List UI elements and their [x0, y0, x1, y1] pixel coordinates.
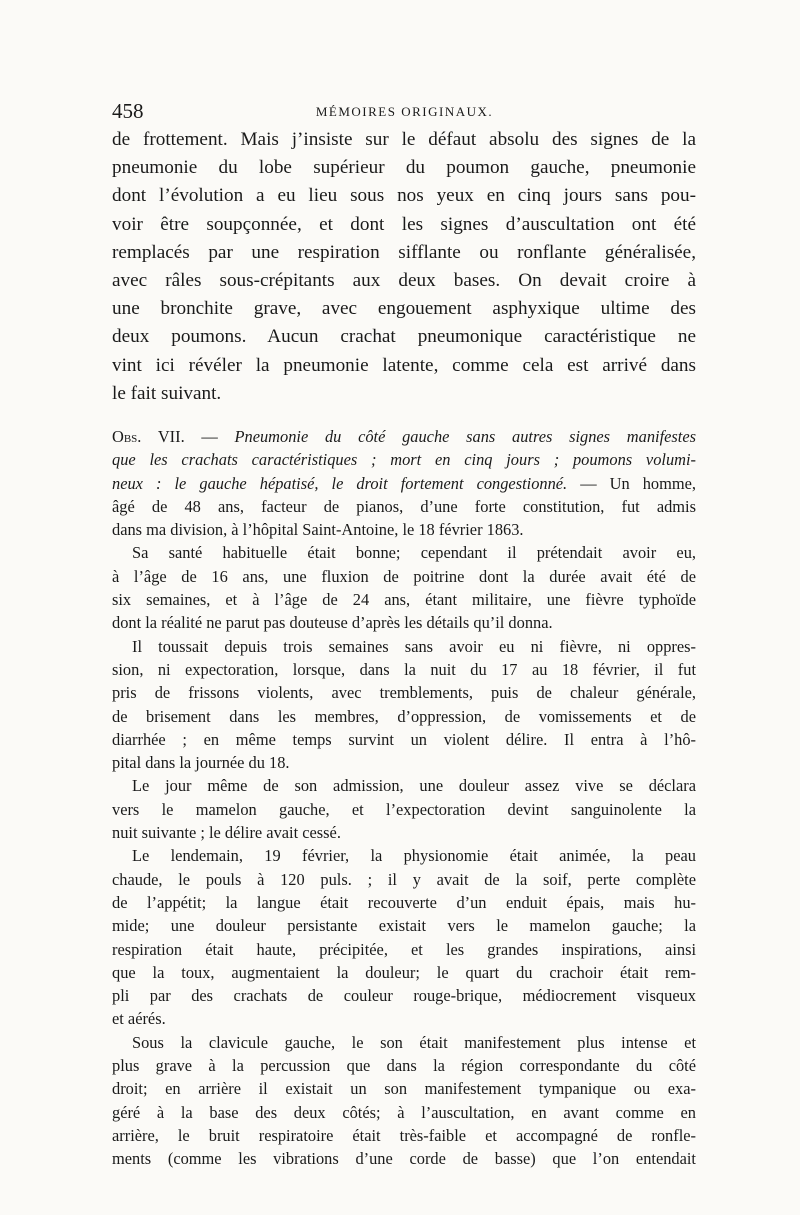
observation-number: VII. — [141, 427, 235, 446]
observation-label: Obs. [112, 427, 142, 446]
text-line: droit; en arrière il existait un son manifestement tympanique ou exa- [112, 1079, 696, 1099]
text-line: dont l’évolution a eu lieu sous nos yeux en cinq jours sans pou- [112, 185, 696, 207]
text-line: pital dans la journée du 18. [112, 753, 290, 773]
text-line: chaude, le pouls à 120 puls. ; il y avait de la soif, perte complète [112, 869, 696, 889]
text-line: pris de frissons violents, avec tremblements, puis de chaleur générale, [112, 683, 696, 703]
text-line: diarrhée ; en même temps survint un violent délire. Il entra à l’hô- [112, 729, 696, 749]
text-line: âgé de 48 ans, facteur de pianos, d’une forte constitution, fut admis [112, 496, 696, 516]
text-line: Il toussait depuis trois semaines sans avoir eu ni fièvre, ni oppres- [132, 636, 696, 656]
text-line: le fait suivant. [112, 382, 222, 404]
text-line: de l’appétit; la langue était recouverte d’un enduit épais, mais hu- [112, 892, 696, 912]
text-line: pli par des crachats de couleur rouge-brique, médiocrement visqueux [112, 986, 696, 1006]
text-line: de brisement dans les membres, d’oppression, de vomissements et de [112, 706, 696, 726]
text-line: avec râles sous-crépitants aux deux bases. On devait croire à [112, 270, 696, 292]
observation-title: Pneumonie du côté gauche sans autres signes manifestes [234, 427, 696, 446]
text-line: dont la réalité ne parut pas douteuse d’après les détails qu’il donna. [112, 613, 553, 633]
observation-title-line: neux : le gauche hépatisé, le droit fortement congestionné. — Un homme, [112, 473, 697, 493]
text-line: Sa santé habituelle était bonne; cependant il prétendait avoir eu, [132, 543, 696, 563]
text-line: Sous la clavicule gauche, le son était manifestement plus intense et [132, 1032, 696, 1052]
text-line: voir être soupçonnée, et dont les signes d’auscultation ont été [112, 213, 696, 235]
text-line: respiration était haute, précipitée, et les grandes inspirations, ainsi [112, 939, 696, 959]
text-line: Le jour même de son admission, une douleur assez vive se déclara [132, 776, 696, 796]
observation-vii [112, 425, 696, 1171]
text-line: à l’âge de 16 ans, une fluxion de poitrine dont la durée avait été de [112, 566, 696, 586]
text-line: Le lendemain, 19 février, la physionomie était animée, la peau [132, 846, 696, 866]
text-line: ments (comme les vibrations d’une corde de basse) que l’on entendait [112, 1149, 696, 1169]
text-line: plus grave à la percussion que dans la région correspondante du côté [112, 1056, 696, 1076]
text-line: remplacés par une respiration sifflante ou ronflante généralisée, [112, 241, 696, 263]
text-line: vers le mamelon gauche, et l’expectoration devint sanguinolente la [112, 799, 696, 819]
observation-title-line: que les crachats caractéristiques ; mort en cinq jours ; poumons volumi- [112, 450, 696, 470]
intro-paragraph [112, 126, 696, 408]
text-line: que la toux, augmentaient la douleur; le quart du crachoir était rem- [112, 962, 696, 982]
text-line: pneumonie du lobe supérieur du poumon gauche, pneumonie [112, 157, 696, 179]
running-head [112, 96, 697, 126]
text-line: de frottement. Mais j’insiste sur le défaut absolu des signes de la [112, 129, 696, 150]
page-number: 458 [112, 99, 144, 123]
observation-body [112, 495, 696, 1171]
text-line: arrière, le bruit respiratoire était très-faible et accompagné de ronfle- [112, 1125, 696, 1145]
observation-heading-line [112, 425, 696, 448]
text-line: géré à la base des deux côtés; à l’auscultation, en avant comme en [112, 1102, 696, 1122]
running-title: MÉMOIRES ORIGINAUX. [315, 104, 494, 119]
text-line: vint ici révéler la pneumonie latente, comme cela est arrivé dans [112, 354, 696, 376]
text-line: mide; une douleur persistante existait vers le mamelon gauche; la [112, 916, 696, 936]
text-line: nuit suivante ; le délire avait cessé. [112, 823, 341, 843]
text-line: une bronchite grave, avec engouement asphyxique ultime des [112, 298, 696, 320]
text-line: et aérés. [112, 1009, 166, 1029]
text-line: six semaines, et à l’âge de 24 ans, étant militaire, une fièvre typhoïde [112, 590, 696, 610]
text-line: sion, ni expectoration, lorsque, dans la nuit du 17 au 18 février, il fut [112, 659, 696, 679]
text-line: deux poumons. Aucun crachat pneumonique caractéristique ne [112, 326, 696, 348]
text-line: dans ma division, à l’hôpital Saint-Antoine, le 18 février 1863. [112, 520, 524, 540]
